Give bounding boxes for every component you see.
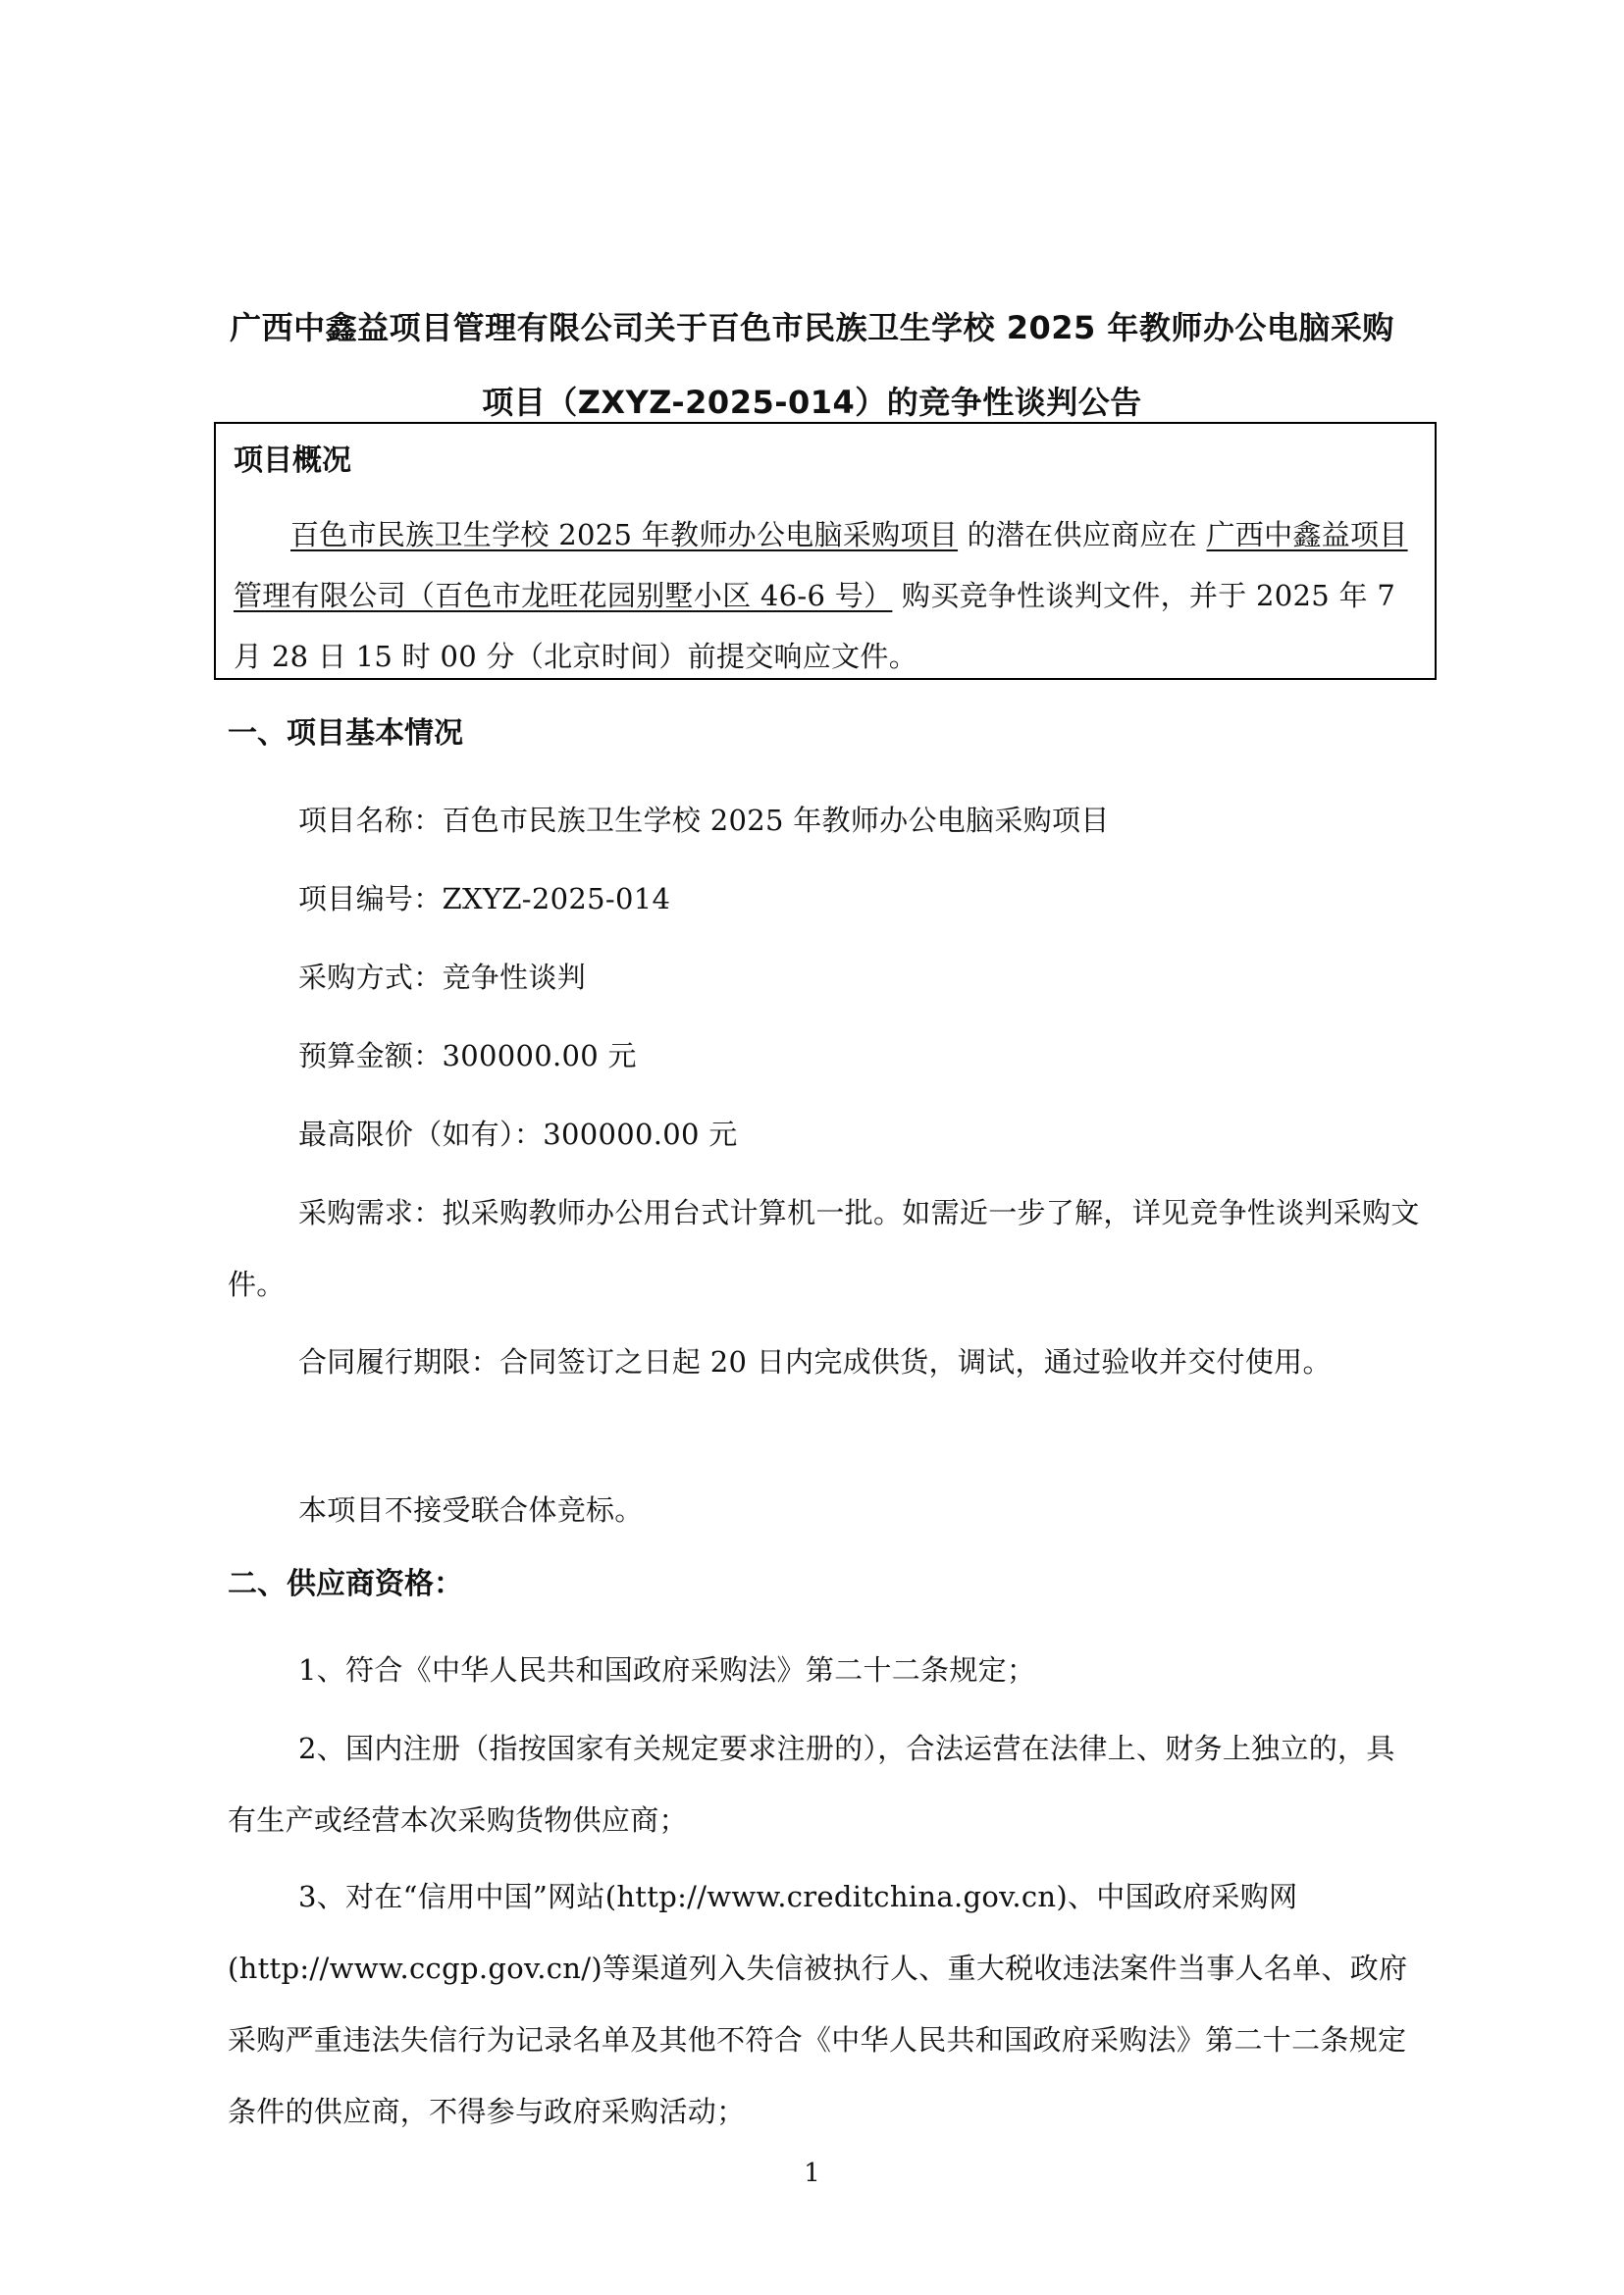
title-line-2: 项目（ZXYZ-2025-014）的竞争性谈判公告 [482,384,1142,421]
title-line-1: 广西中鑫益项目管理有限公司关于百色市民族卫生学校 2025 年教师办公电脑采购 [230,309,1394,346]
qualification-item-1: 1、符合《中华人民共和国政府采购法》第二十二条规定； [298,1653,1036,1687]
procurement-method-line: 采购方式：竞争性谈判 [298,961,587,994]
qualification-item-3: 3、对在“信用中国”网站(http://www.creditchina.gov.cn)、中国政府采购网(http://www.ccgp.gov.cn/)等渠道列入失信被执行人、重大税收违法案件当事人名单、政府采购严重违法失信行为记录名单及其他不符合《中华人民共和国政府采购法》第二十二条规定条件的供应商，不得参与政府采购活动； [228,1880,1408,2128]
section1-heading: 一、项目基本情况 [228,716,463,751]
project-name-line: 项目名称：百色市民族卫生学校 2025 年教师办公电脑采购项目 [298,804,1110,837]
qualification-item-2: 2、国内注册（指按国家有关规定要求注册的），合法运营在法律上、财务上独立的，具有生产或经营本次采购货物供应商； [228,1732,1395,1837]
max-price-line: 最高限价（如有）：300000.00 元 [298,1118,738,1151]
contract-period-paragraph: 合同履行期限：合同签订之日起 20 日内完成供货，调试，通过验收并交付使用。 [298,1345,1332,1379]
project-overview-box [214,422,1437,680]
project-code-line: 项目编号：ZXYZ-2025-014 [298,882,671,915]
overview-text-end: 购买竞争性谈判文件，并于 2025 年 7 月 28 日 15 时 00 分（北京时间）前提交响应文件。 [234,579,1396,673]
page-title [211,290,1413,440]
overview-location: 广西中鑫益项目管理有限公司（百色市龙旺花园别墅小区 46-6 号） [234,518,1408,612]
overview-text [234,504,1421,687]
overview-text-mid: 的潜在供应商应在 [958,518,1207,551]
overview-heading: 项目概况 [234,443,351,478]
consortium-line: 本项目不接受联合体竞标。 [298,1493,644,1527]
requirements-paragraph: 采购需求：拟采购教师办公用台式计算机一批。如需近一步了解，详见竞争性谈判采购文件。 [228,1196,1420,1301]
budget-line: 预算金额：300000.00 元 [298,1039,637,1072]
section2-heading: 二、供应商资格： [228,1567,463,1601]
overview-project-name: 百色市民族卫生学校 2025 年教师办公电脑采购项目 [290,518,959,551]
page-number: 1 [804,2159,820,2188]
